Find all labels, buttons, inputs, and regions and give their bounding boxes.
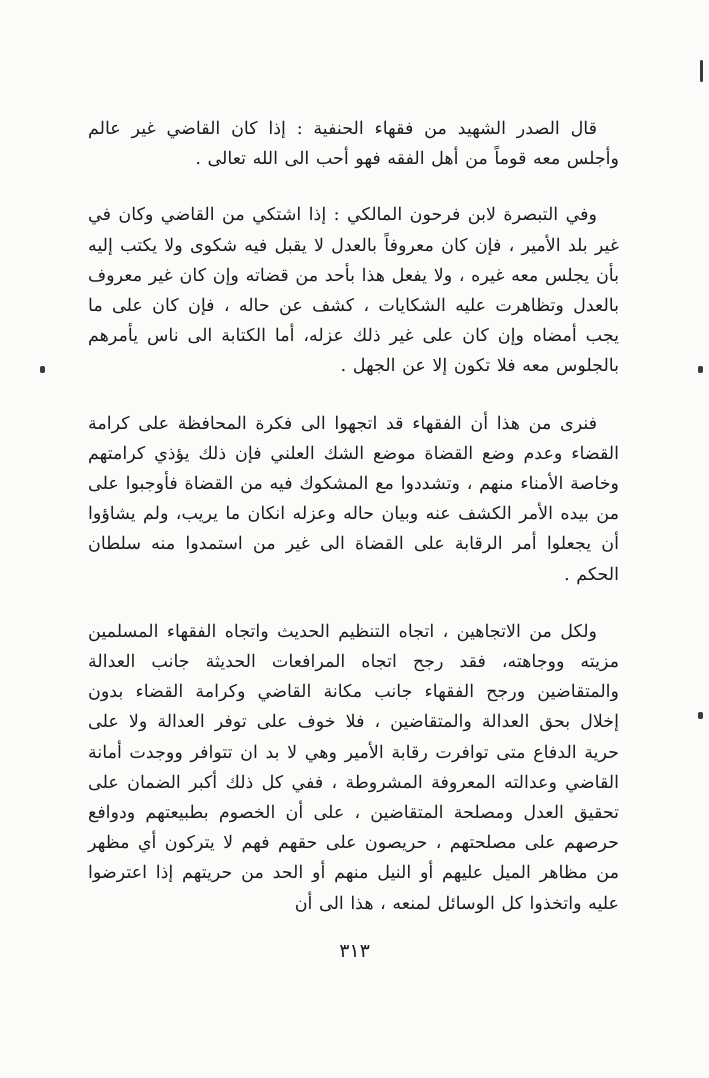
- body-text: [88, 114, 619, 919]
- paragraph-4: ولكل من الاتجاهين ، اتجاه التنظيم الحديث واتجاه الفقهاء المسلمين مزيته ووجاهته، فقد رجح اتجاه المرافعات الحديثة جانب العدالة والمتقاضين ورجح الفقهاء جانب مكانة القاضي وكرامة القضاء بدون إخلال بحق العدالة والمتقاضين ، فلا خوف على توفر العدالة ولا على حرية الدفاع متى توافرت رقابة الأمير وهي لا بد ان تتوافر ووجدت أمانة القاضي وعدالته المعروفة المشروطة ، ففي كل ذلك أكبر الضمان على تحقيق العدل ومصلحة المتقاضين ، على أن الخصوم بطبيعتهم ودوافع حرصهم على مصلحتهم ، حريصون على حقهم فهم لا يتركون أي مظهر من مظاهر الميل عليهم أو النيل منهم أو الحد من حريتهم إذا اعترضوا عليه واتخذوا كل الوسائل لمنعه ، هذا الى أن: [88, 621, 619, 914]
- scan-mark: [698, 712, 703, 719]
- paragraph-2: وفي التبصرة لابن فرحون المالكي : إذا اشتكي من القاضي وكان في غير بلد الأمير ، فإن كان معروفاً بالعدل لا يقبل فيه شكوى ولا يكتب إليه بأن يجلس معه غيره ، ولا يفعل هذا بأحد من قضاته وإن كان غير معروف بالعدل وتظاهرت عليه الشكايات ، كشف عن حاله ، فإن كان على ما يجب أمضاه وإن كان على غير ذلك عزله، أما الكتابة الى ناس يأمرهم بالجلوس معه فلا تكون إلا عن الجهل .: [88, 205, 619, 377]
- scan-mark: [700, 60, 703, 82]
- paragraph-1: قال الصدر الشهيد من فقهاء الحنفية : إذا كان القاضي غير عالم وأجلس معه قوماً من أهل الفقه فهو أحب الى الله تعالى .: [88, 119, 619, 170]
- scan-mark: [40, 366, 45, 373]
- paragraph-3: فنرى من هذا أن الفقهاء قد اتجهوا الى فكرة المحافظة على كرامة القضاء وعدم وضع القضاة موضع الشك العلني فإن ذلك يؤذي كرامتهم وخاصة الأمناء منهم ، وتشددوا مع المشكوك فيه من القضاة فأوجبوا على من بيده الأمر الكشف عنه وبيان حاله وعزله انكان ما يريب، ولم يشاؤوا أن يجعلوا أمر الرقابة على القضاة الى غير من استمدوا منه سلطان الحكم .: [88, 413, 619, 585]
- page-number: ٣١٣: [339, 940, 370, 962]
- scan-mark: [698, 366, 703, 373]
